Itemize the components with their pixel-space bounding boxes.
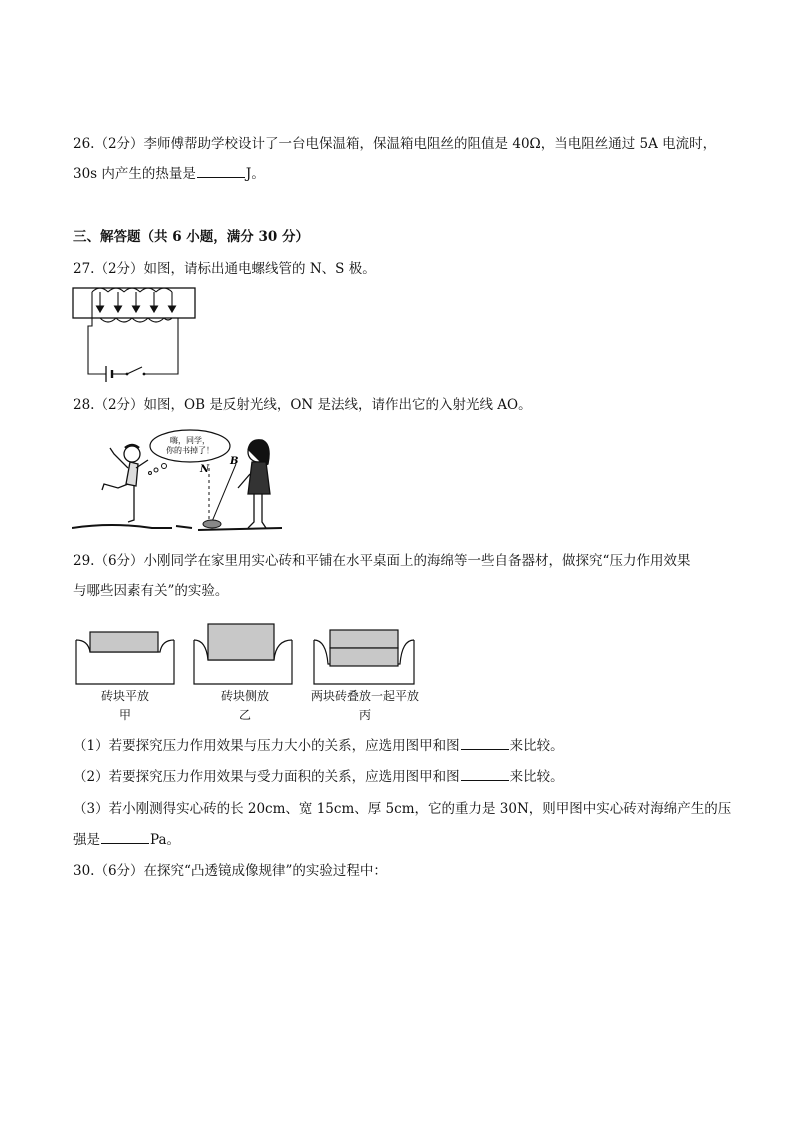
girl-figure: [238, 440, 270, 528]
q29-sub3-line1: （3）若小刚测得实心砖的长 20cm、宽 15cm、厚 5cm，它的重力是 30N，则甲图中实心砖对海绵产生的压: [73, 801, 732, 817]
book-on-ground: [203, 520, 221, 528]
experiment-bing: [314, 630, 414, 684]
q29-sub2: [73, 768, 564, 786]
q29-sub3-post: Pa。: [150, 832, 181, 848]
q29-sub1-post: 来比较。: [509, 738, 564, 754]
reflection-cartoon-figure: [72, 424, 282, 536]
q29-sub2-pre: （2）若要探究压力作用效果与受力面积的关系，应选用图甲和图: [73, 769, 460, 785]
caption-bing-label: 丙: [358, 708, 371, 722]
speech-line-1: 嗨，同学，: [170, 436, 210, 445]
q30-text: 30.（6分）在探究“凸透镜成像规律”的实验过程中：: [73, 863, 387, 879]
caption-jia-desc: 砖块平放: [100, 689, 149, 703]
q26-line2: [73, 165, 265, 183]
q29-sub3-line2: [73, 831, 180, 849]
solenoid-circuit-figure: [72, 286, 198, 384]
q29-sub2-blank[interactable]: [461, 768, 509, 781]
q29-sub1-pre: （1）若要探究压力作用效果与压力大小的关系，应选用图甲和图: [73, 738, 460, 754]
q29-sub2-post: 来比较。: [509, 769, 564, 785]
brick-sponge-figure: [74, 620, 426, 688]
q26-line1: 26.（2分）李师傅帮助学校设计了一台电保温箱，保温箱电阻丝的阻值是 40Ω，当电阻丝通过 5A 电流时，: [73, 136, 717, 152]
experiment-jia: [76, 632, 174, 684]
caption-yi-label: 乙: [238, 708, 251, 722]
q26-answer-blank[interactable]: [197, 165, 245, 178]
q26-line2-pre: 30s 内产生的热量是: [73, 166, 196, 182]
experiment-yi: [194, 624, 292, 684]
q29-line2: 与哪些因素有关”的实验。: [73, 583, 229, 599]
q26-line2-post: J。: [245, 166, 265, 182]
caption-bing-desc: 两块砖叠放一起平放: [310, 689, 419, 703]
boy-figure: [102, 445, 148, 522]
label-b: B: [230, 456, 239, 467]
q29-sub3-pre: 强是: [73, 832, 100, 848]
q29-sub1-blank[interactable]: [461, 737, 509, 750]
speech-line-2: 你的书掉了！: [166, 446, 214, 455]
q29-sub3-blank[interactable]: [101, 831, 149, 844]
q27-text: 27.（2分）如图，请标出通电螺线管的 N、S 极。: [73, 261, 376, 277]
label-n: N: [200, 464, 210, 475]
caption-jia-label: 甲: [118, 708, 131, 722]
caption-yi-desc: 砖块侧放: [220, 689, 269, 703]
section-3-title: 三、解答题（共 6 小题，满分 30 分）: [73, 229, 309, 245]
q29-sub1: [73, 737, 564, 755]
reflected-ray-ob: [211, 464, 236, 524]
q28-text: 28.（2分）如图，OB 是反射光线，ON 是法线，请作出它的入射光线 AO。: [73, 397, 532, 413]
q29-line1: 29.（6分）小刚同学在家里用实心砖和平铺在水平桌面上的海绵等一些自备器材，做探究“压力作用效果: [73, 553, 691, 569]
speech-bubble: [149, 430, 231, 475]
